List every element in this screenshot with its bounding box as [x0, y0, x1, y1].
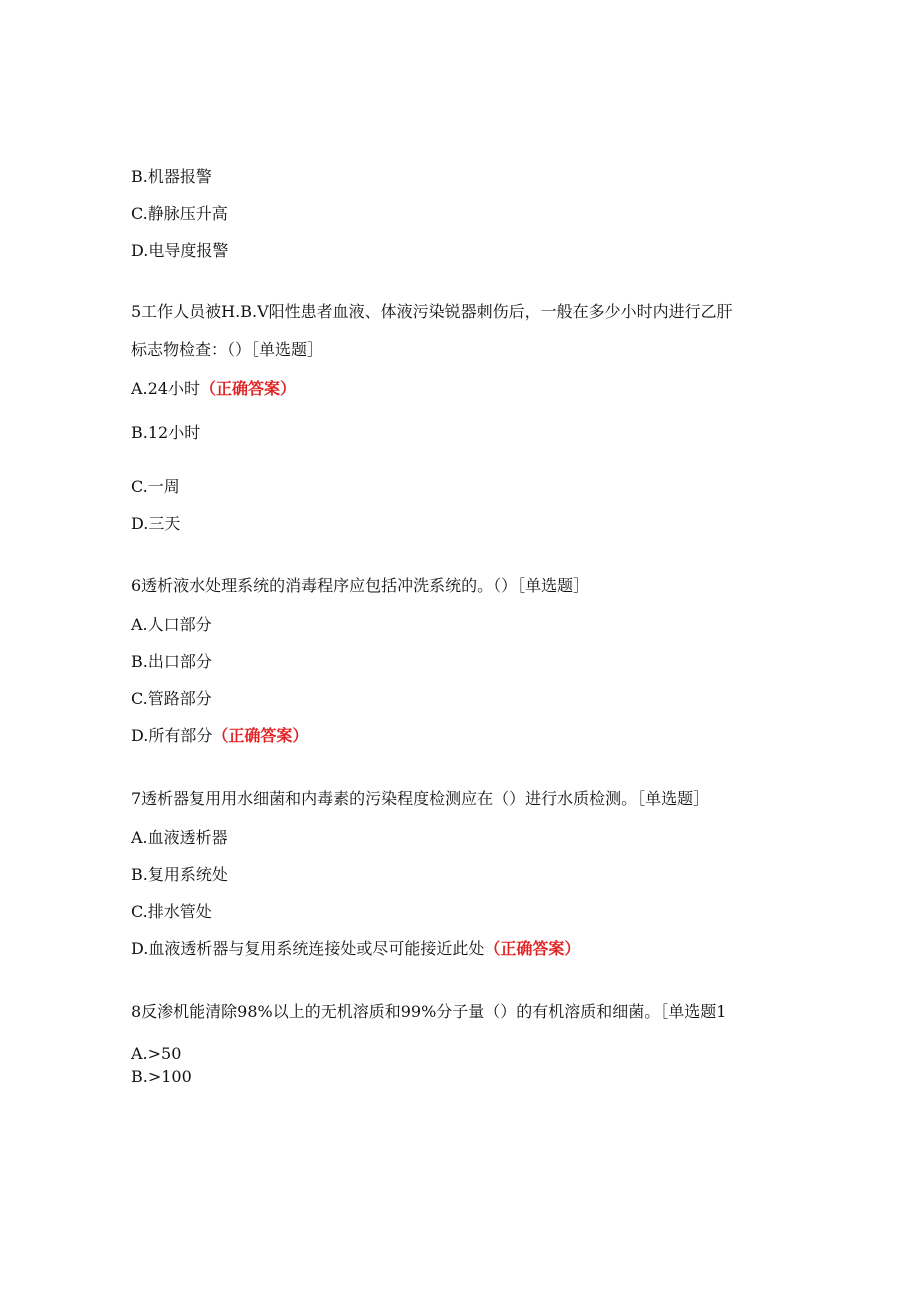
q6-option-d-text: D.所有部分 [131, 726, 213, 745]
q6-option-a: A.人口部分 [131, 615, 212, 634]
q4-option-b: B.机器报警 [131, 167, 212, 186]
q5-option-b: B.12小时 [131, 423, 201, 442]
q7-option-c: C.排水管处 [131, 902, 212, 921]
q8-option-a: A.>50 [131, 1044, 182, 1063]
q8-option-b: B.>100 [131, 1067, 192, 1086]
q7-option-b: B.复用系统处 [131, 865, 228, 884]
correct-answer-mark: （正确答案） [200, 379, 297, 398]
q4-option-c: C.静脉压升高 [131, 204, 228, 223]
q6-option-c: C.管路部分 [131, 689, 212, 708]
q6-text: 6透析液水处理系统的消毒程序应包括冲洗系统的。（）［单选题］ [131, 576, 590, 595]
q4-option-d: D.电导度报警 [131, 241, 229, 260]
q5-option-a-text: A.24小时 [131, 379, 201, 398]
q6-option-b: B.出口部分 [131, 652, 212, 671]
q7-option-d-text: D.血液透析器与复用系统连接处或尽可能接近此处 [131, 939, 485, 958]
q5-option-a [131, 378, 296, 400]
q7-option-d [131, 938, 580, 960]
q8-text: 8反渗机能清除98%以上的无机溶质和99%分子量（）的有机溶质和细菌。［单选题1 [131, 1002, 727, 1021]
q6-option-d [131, 725, 308, 747]
correct-answer-mark: （正确答案） [212, 726, 309, 745]
correct-answer-mark: （正确答案） [484, 939, 581, 958]
q7-text: 7透析器复用用水细菌和内毒素的污染程度检测应在（）进行水质检测。［单选题］ [131, 789, 710, 808]
q5-text-line1: 5工作人员被H.B.V阳性患者血液、体液污染锐器刺伤后，一般在多少小时内进行乙肝 [131, 302, 733, 321]
q7-option-a: A.血液透析器 [131, 828, 228, 847]
q5-text-line2: 标志物检查：（）［单选题］ [131, 340, 324, 359]
q5-option-d: D.三天 [131, 514, 181, 533]
q5-option-c: C.一周 [131, 477, 180, 496]
